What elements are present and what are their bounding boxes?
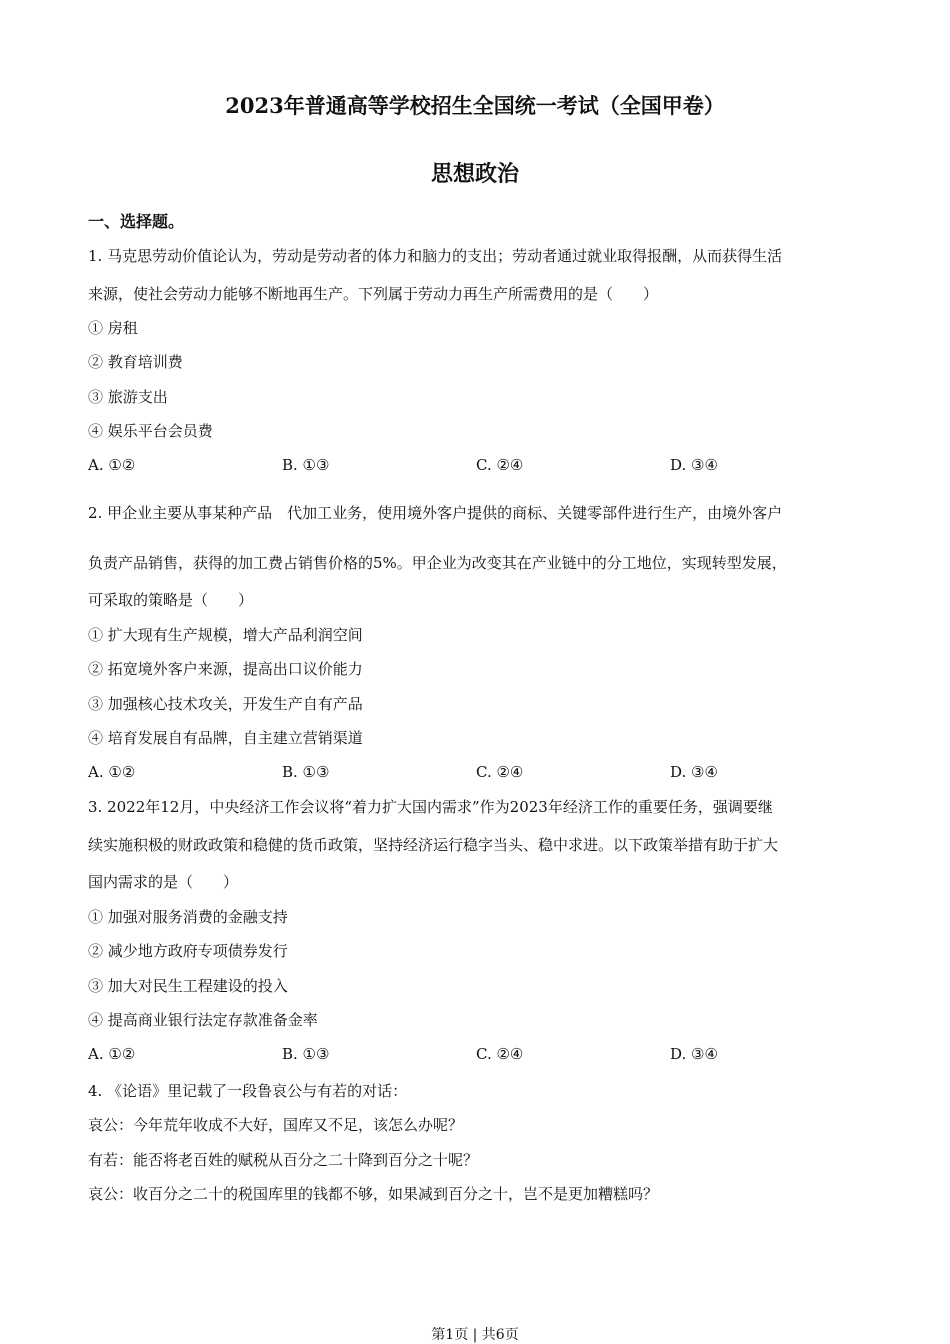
q2-stem-line-1: 2. 甲企业主要从事某种产品 代加工业务，使用境外客户提供的商标、关键零部件进行生产，由境外客户 (88, 504, 783, 522)
q2-stem-line-2: 负责产品销售，获得的加工费占销售价格的5%。甲企业为改变其在产业链中的分工地位，实现转型发展， (88, 554, 787, 572)
q1-choice-b: B. ①③ (282, 456, 330, 474)
q2-item-3: ③ 加强核心技术攻关，开发生产自有产品 (88, 695, 363, 713)
q2-choice-d: D. ③④ (670, 763, 718, 781)
subject-title: 思想政治 (430, 161, 519, 187)
q3-item-1: ① 加强对服务消费的金融支持 (88, 908, 288, 926)
q1-stem-line-2: 来源，使社会劳动力能够不断地再生产。下列属于劳动力再生产所需费用的是（ ） (88, 285, 659, 303)
q2-choice-c: C. ②④ (476, 763, 524, 781)
q4-dialogue-line-3: 哀公：收百分之二十的税国库里的钱都不够，如果减到百分之十，岂不是更加糟糕吗？ (88, 1185, 659, 1203)
q1-choice-a: A. ①② (88, 456, 136, 474)
q1-item-4: ④ 娱乐平台会员费 (88, 422, 213, 440)
q1-item-2: ② 教育培训费 (88, 353, 183, 371)
q1-choice-d: D. ③④ (670, 456, 718, 474)
q4-dialogue-line-2: 有若：能否将老百姓的赋税从百分之二十降到百分之十呢？ (88, 1151, 479, 1169)
page-footer: 第1页 | 共6页 (431, 1327, 519, 1343)
q1-stem-line-1: 1. 马克思劳动价值论认为，劳动是劳动者的体力和脑力的支出；劳动者通过就业取得报酬，从而获得生活 (88, 247, 783, 265)
q3-item-2: ② 减少地方政府专项债券发行 (88, 942, 288, 960)
q3-choice-d: D. ③④ (670, 1045, 718, 1063)
q3-choice-a: A. ①② (88, 1045, 136, 1063)
q4-stem-line-1: 4. 《论语》里记载了一段鲁哀公与有若的对话： (88, 1082, 408, 1100)
q3-choice-c: C. ②④ (476, 1045, 524, 1063)
q3-stem-line-1: 3. 2022年12月，中央经济工作会议将“着力扩大国内需求”作为2023年经济工作的重要任务，强调要继 (88, 798, 773, 816)
q3-choice-b: B. ①③ (282, 1045, 330, 1063)
q2-item-1: ① 扩大现有生产规模，增大产品利润空间 (88, 626, 363, 644)
q1-item-1: ① 房租 (88, 319, 138, 337)
q3-stem-line-2: 续实施积极的财政政策和稳健的货币政策，坚持经济运行稳字当头、稳中求进。以下政策举措有助于扩大 (88, 836, 779, 854)
q2-choice-a: A. ①② (88, 763, 136, 781)
q3-item-3: ③ 加大对民生工程建设的投入 (88, 977, 288, 995)
section-heading: 一、选择题。 (88, 212, 185, 231)
q3-stem-line-3: 国内需求的是（ ） (88, 873, 239, 891)
q2-item-4: ④ 培育发展自有品牌，自主建立营销渠道 (88, 729, 363, 747)
q1-choice-c: C. ②④ (476, 456, 524, 474)
q2-item-2: ② 拓宽境外客户来源，提高出口议价能力 (88, 660, 363, 678)
exam-title: 2023年普通高等学校招生全国统一考试（全国甲卷） (225, 93, 725, 118)
q1-item-3: ③ 旅游支出 (88, 388, 168, 406)
q2-choice-b: B. ①③ (282, 763, 330, 781)
q2-stem-line-3: 可采取的策略是（ ） (88, 591, 254, 609)
q3-item-4: ④ 提高商业银行法定存款准备金率 (88, 1011, 318, 1029)
q4-dialogue-line-1: 哀公：今年荒年收成不大好，国库又不足，该怎么办呢？ (88, 1116, 464, 1134)
